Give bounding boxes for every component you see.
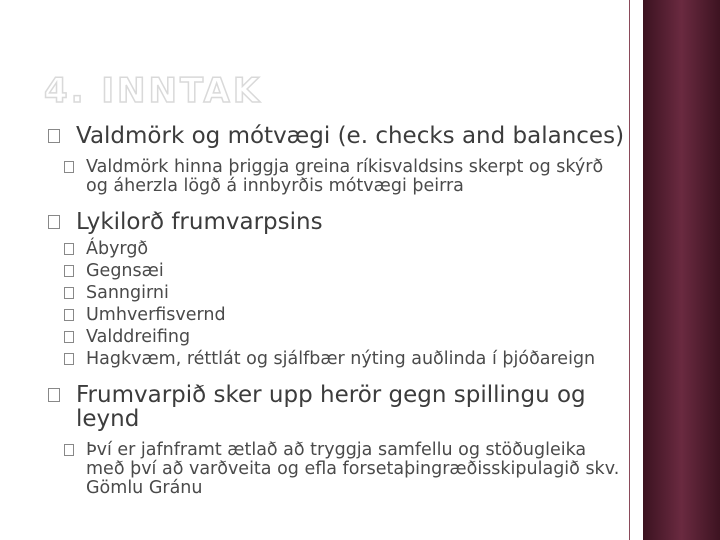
bullet-icon xyxy=(64,243,74,255)
bullet-item: Valddreifing xyxy=(48,328,628,347)
bullet-icon xyxy=(48,388,60,402)
slide-content xyxy=(48,124,628,498)
bullet-heading: Frumvarpið sker upp herör gegn spillingu og leynd xyxy=(48,383,628,431)
sidebar-divider xyxy=(629,0,630,540)
bullet-icon xyxy=(64,331,74,343)
bullet-icon xyxy=(64,353,74,365)
bullet-item: Hagkvæm, réttlát og sjálfbær nýting auðlinda í þjóðareign xyxy=(48,350,628,369)
bullet-icon xyxy=(64,309,74,321)
bullet-item: Því er jafnframt ætlað að tryggja samfellu og stöðugleika með því að varðveita og efla forsetaþingræðisskipulagið skv. Gömlu Gránu xyxy=(48,441,628,498)
bullet-icon xyxy=(64,265,74,277)
bullet-heading: Lykilorð frumvarpsins xyxy=(48,210,628,234)
bullet-icon xyxy=(48,215,60,229)
bullet-item: Umhverfisvernd xyxy=(48,306,628,325)
bullet-icon xyxy=(64,444,74,456)
bullet-item: Ábyrgð xyxy=(48,240,628,259)
slide-title: 4. INNTAK xyxy=(44,71,263,111)
bullet-heading: Valdmörk og mótvægi (e. checks and balances) xyxy=(48,124,628,148)
bullet-item: Valdmörk hinna þriggja greina ríkisvaldsins skerpt og skýrð og áherzla lögð á innbyrðis mótvægi þeirra xyxy=(48,158,628,196)
bullet-icon xyxy=(48,129,60,143)
bullet-icon xyxy=(64,161,74,173)
decorative-sidebar xyxy=(643,0,720,540)
bullet-item: Sanngirni xyxy=(48,284,628,303)
bullet-item: Gegnsæi xyxy=(48,262,628,281)
bullet-icon xyxy=(64,287,74,299)
